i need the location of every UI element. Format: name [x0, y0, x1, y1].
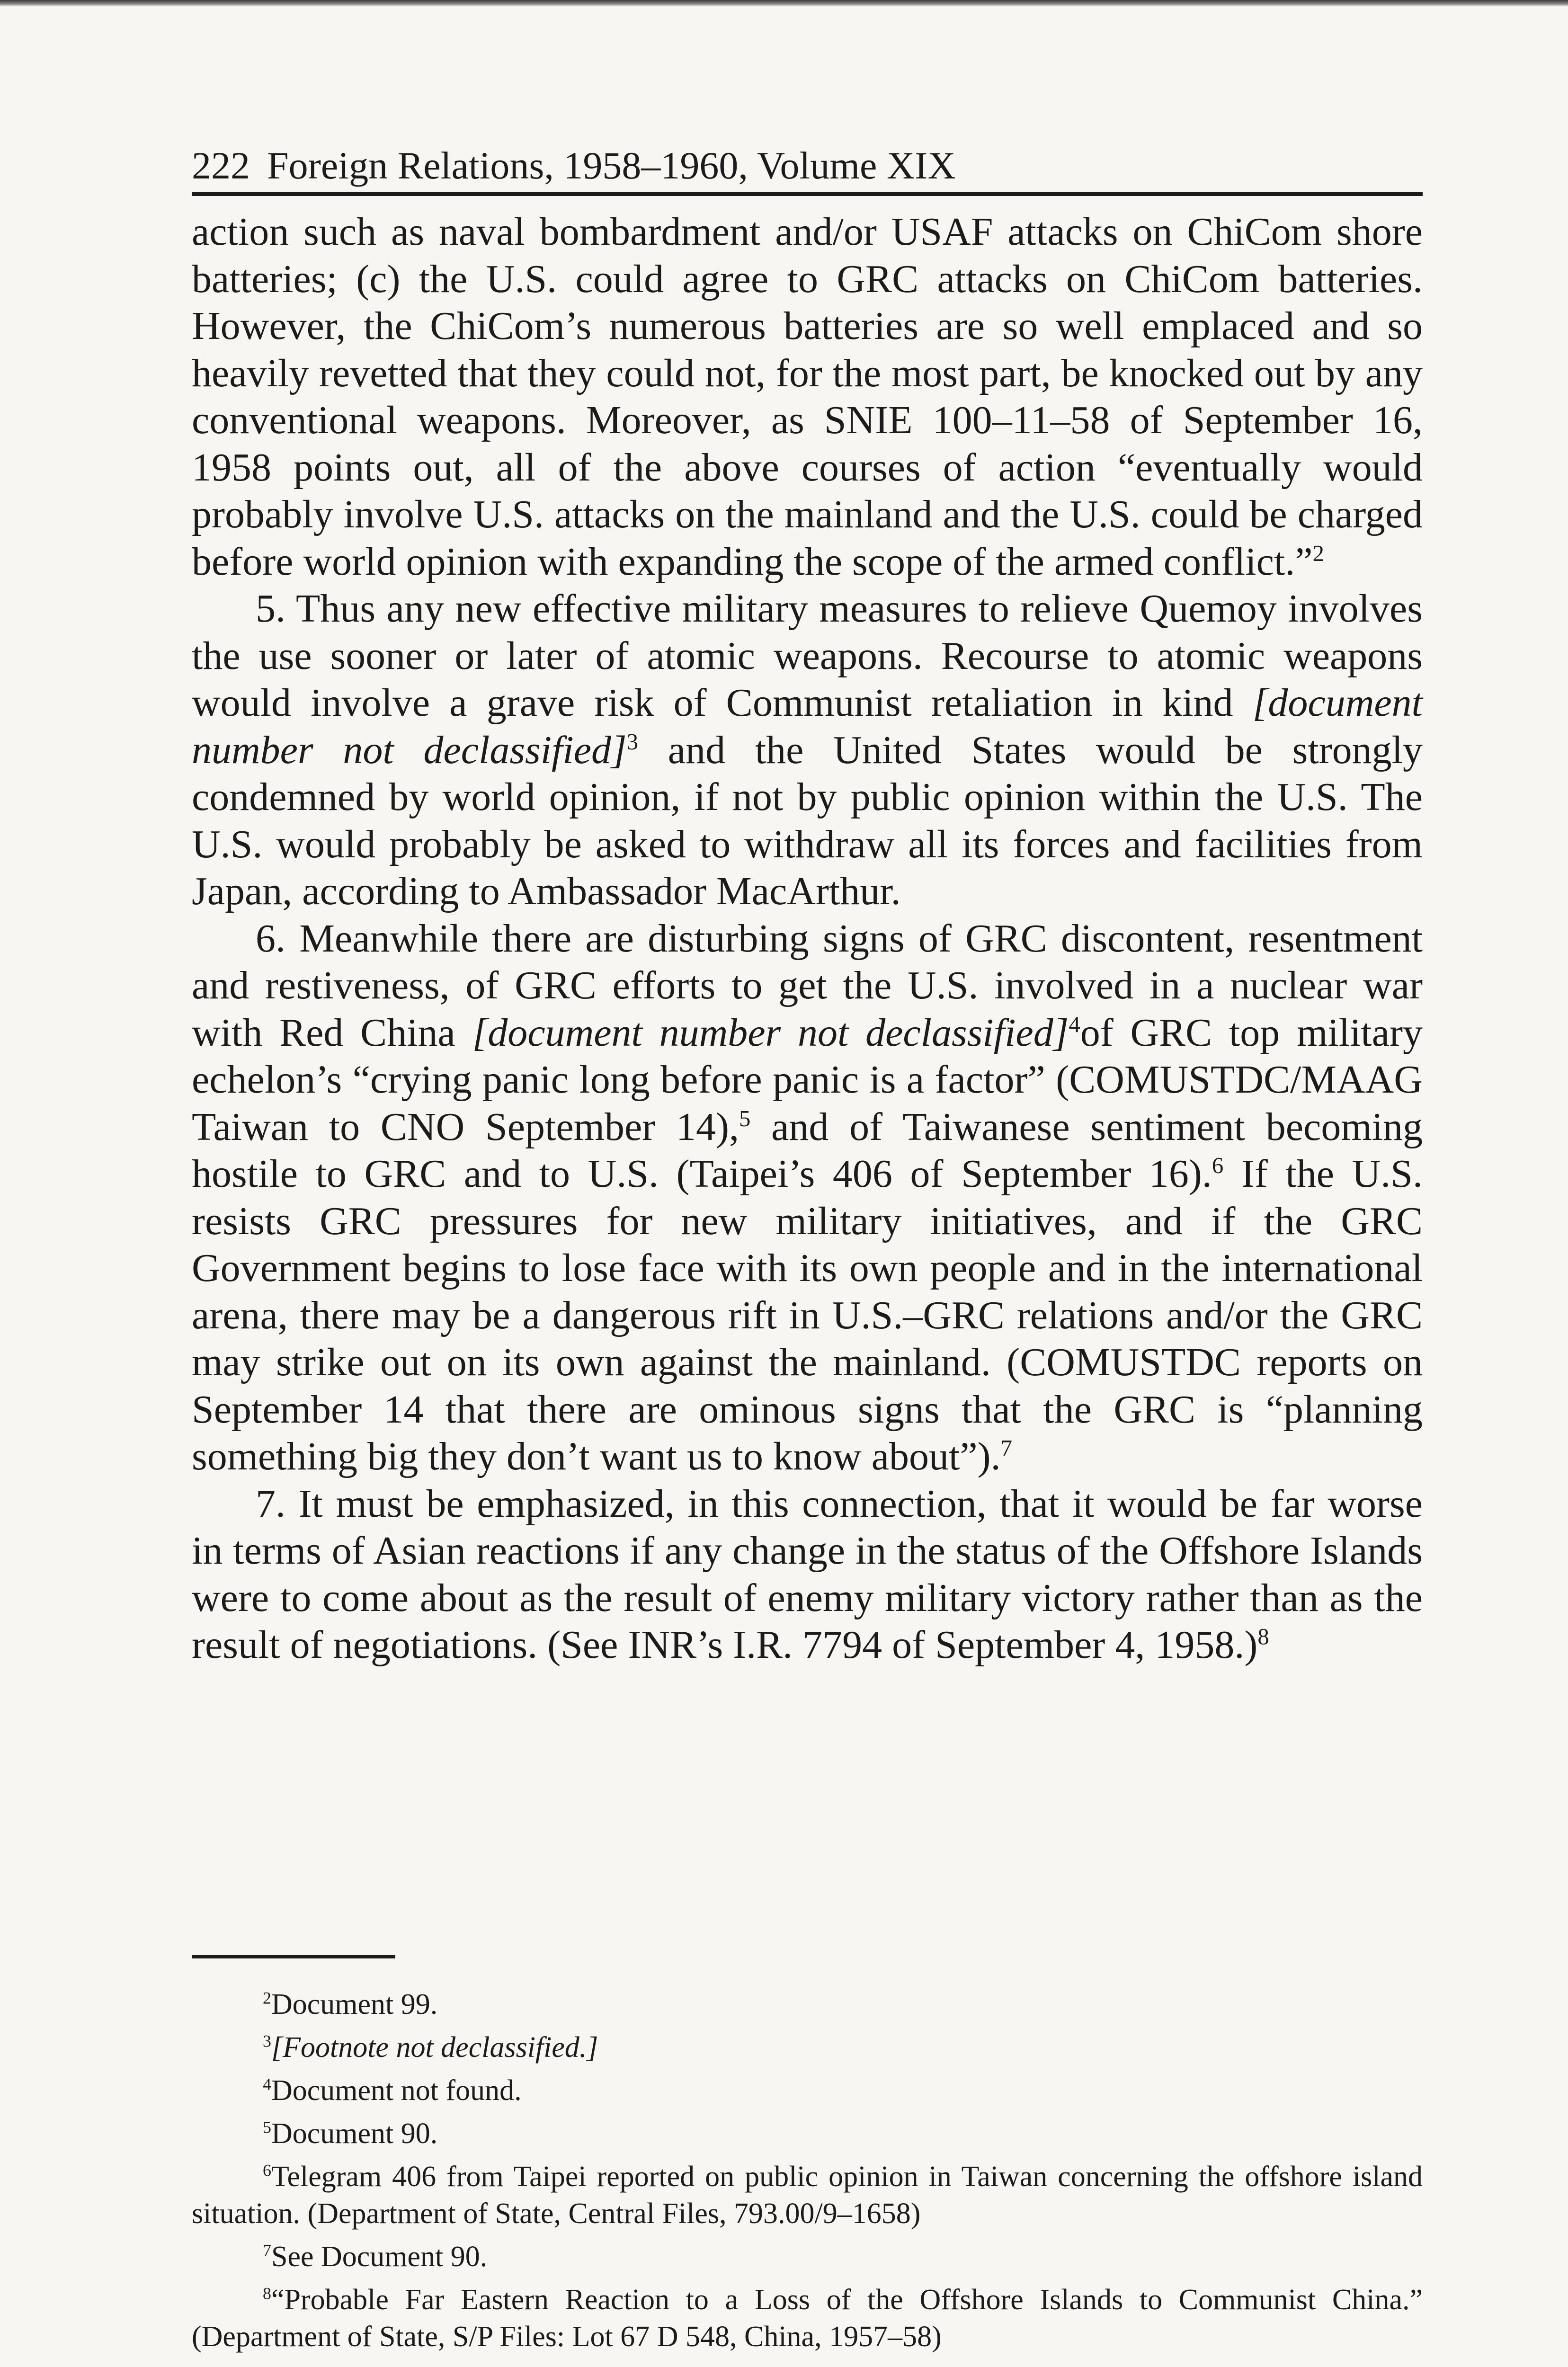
scan-top-edge	[0, 0, 1568, 7]
paragraph-text: 5. Thus any new effective military measures to relieve Quemoy involves the use sooner or later of atomic weapons. Recourse to atomic weapons would involve a grave risk of Communist retaliation in kind	[192, 587, 1423, 725]
footnote-number: 7	[263, 2241, 271, 2260]
footnote-ref: 4	[1069, 1011, 1080, 1037]
footnote-ref: 8	[1257, 1624, 1269, 1649]
footnote	[192, 2115, 1423, 2152]
footnote-text: Telegram 406 from Taipei reported on public opinion in Taiwan concerning the offshore island situation. (Department of State, Central Files, 793.00/9–1658)	[192, 2161, 1423, 2230]
footnote-text: See Document 90.	[271, 2241, 488, 2273]
paragraph-5	[192, 585, 1423, 915]
footnote-ref: 6	[1212, 1153, 1224, 1178]
paragraph-text: and of Taiwanese sentiment becoming hostile to GRC and to U.S. (Taipei’s 406 of September 16).	[192, 1104, 1423, 1196]
running-header	[192, 142, 1423, 196]
footnote-number: 3	[263, 2031, 271, 2051]
footnote-ref: 3	[626, 729, 639, 755]
footnote-ref: 5	[739, 1105, 751, 1131]
footnote-text: Document 99.	[271, 1988, 438, 2020]
redaction-note: [document number not declassified]	[192, 681, 1423, 772]
document-page	[192, 142, 1423, 2353]
paragraph-text: and the United States would be strongly condemned by world opinion, if not by public opinion within the U.S. The U.S. would probably be asked to withdraw all its forces and facilities from Japan, according to Ambassador MacArthur.	[192, 728, 1423, 913]
footnote	[192, 2158, 1423, 2232]
footnote-number: 6	[263, 2161, 271, 2180]
paragraph-text: action such as naval bombardment and/or USAF attacks on ChiCom shore batteries; (c) the U.S. could agree to GRC attacks on ChiCom batteries. However, the ChiCom’s numerous batteries are so well emplaced and so heavily revetted that they could not, for the most part, be knocked out by any conventional weapons. Moreover, as SNIE 100–11–58 of September 16, 1958 points out, all of the above courses of action “eventually would probably involve U.S. attacks on the mainland and the U.S. could be charged before world opinion with expanding the scope of the armed conflict.”	[192, 210, 1423, 584]
body-text	[192, 208, 1423, 1669]
paragraph-text: 6. Meanwhile there are disturbing signs of GRC discontent, resentment and restiveness, of GRC efforts to get the U.S. involved in a nuclear war with Red China	[192, 916, 1423, 1055]
paragraph-text: 7. It must be emphasized, in this connection, that it would be far worse in terms of Asian reactions if any change in the status of the Offshore Islands were to come about as the result of enemy military victory rather than as the result of negotiations. (See INR’s I.R. 7794 of September 4, 1958.)	[192, 1481, 1423, 1667]
redaction-note: [document number not declassified]	[472, 1010, 1069, 1055]
footnote-ref: 7	[1000, 1435, 1012, 1461]
footnote	[192, 2029, 1423, 2066]
paragraph-6	[192, 915, 1423, 1480]
footnote-ref: 2	[1312, 540, 1324, 566]
footnote-number: 5	[263, 2118, 271, 2137]
paragraph-4-continued	[192, 208, 1423, 585]
footnote	[192, 1986, 1423, 2023]
page-number: 222	[192, 144, 250, 187]
footnote-number: 2	[263, 1988, 271, 2008]
volume-title: Foreign Relations, 1958–1960, Volume XIX	[267, 144, 956, 187]
footnote-text: Document not found.	[271, 2074, 522, 2107]
footnote	[192, 2281, 1423, 2355]
paragraph-text: of GRC top military echelon’s “crying panic long before panic is a factor” (COMUSTDC/MAAG Taiwan to CNO September 14),	[192, 1010, 1423, 1149]
footnotes	[192, 1986, 1423, 2361]
footnote	[192, 2072, 1423, 2109]
footnote-text: “Probable Far Eastern Reaction to a Loss of the Offshore Islands to Communist China.” (Department of State, S/P Files: Lot 67 D 548, China, 1957–58)	[192, 2284, 1423, 2353]
footnote-divider	[192, 1955, 395, 1958]
footnote	[192, 2238, 1423, 2275]
paragraph-7	[192, 1480, 1423, 1669]
footnote-number: 4	[263, 2074, 271, 2094]
footnote-text: Document 90.	[271, 2118, 438, 2150]
footnote-italic: [Footnote not declassified.]	[271, 2031, 598, 2064]
paragraph-text: If the U.S. resists GRC pressures for new military initiatives, and if the GRC Government begins to lose face with its own people and in the international arena, there may be a dangerous rift in U.S.–GRC relations and/or the GRC may strike out on its own against the mainland. (COMUSTDC reports on September 14 that there are ominous signs that the GRC is “planning something big they don’t want us to know about”).	[192, 1152, 1423, 1478]
footnote-number: 8	[263, 2284, 271, 2303]
